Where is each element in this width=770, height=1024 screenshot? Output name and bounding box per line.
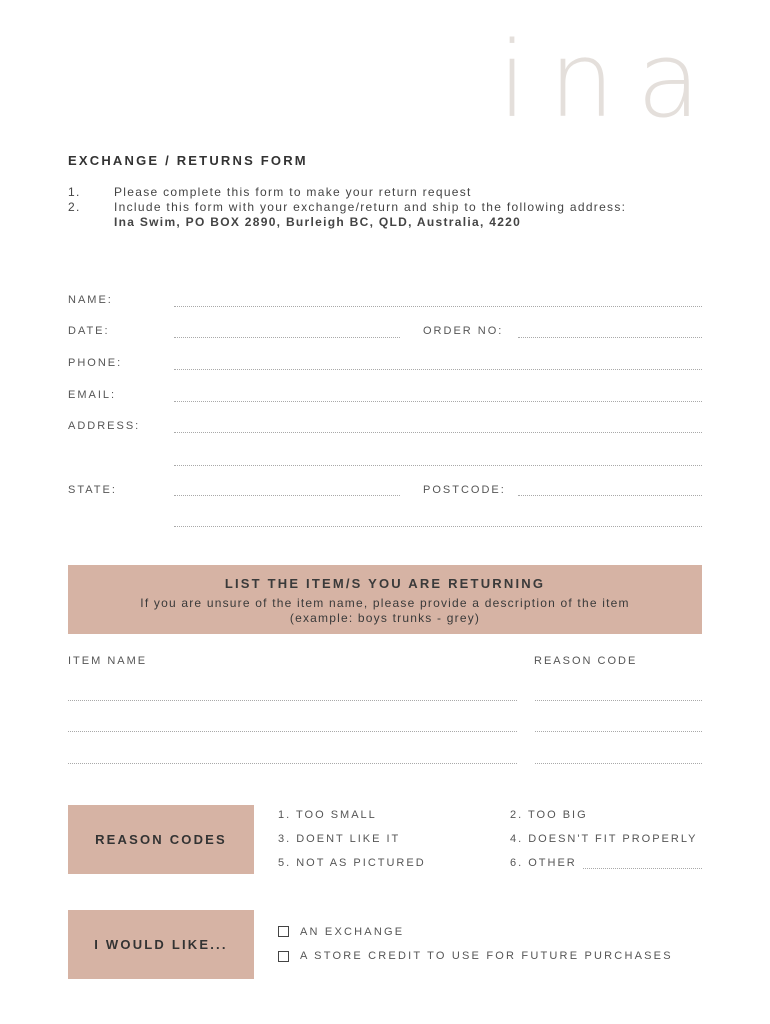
order-no-label: ORDER NO:: [423, 325, 504, 337]
instruction-1: [68, 185, 626, 200]
form-title: EXCHANGE / RETURNS FORM: [68, 153, 308, 168]
instruction-number: 2.: [68, 200, 81, 214]
items-banner-example: (example: boys trunks - grey): [289, 611, 481, 625]
instruction-text: Include this form with your exchange/return and ship to the following address:: [114, 200, 627, 214]
instruction-number: 1.: [68, 185, 81, 199]
reason-code-1: 1. TOO SMALL: [278, 809, 377, 821]
reason-code-field-3[interactable]: [535, 763, 702, 764]
reason-code-6: 6. OTHER: [510, 857, 577, 869]
item-name-field-3[interactable]: [68, 763, 517, 764]
instruction-text: Please complete this form to make your return request: [114, 185, 472, 199]
instruction-2: [68, 200, 626, 215]
item-name-field-1[interactable]: [68, 700, 517, 701]
items-banner-title: LIST THE ITEM/S YOU ARE RETURNING: [224, 576, 546, 591]
reason-codes-box: REASON CODES: [68, 805, 254, 874]
reason-code-2: 2. TOO BIG: [510, 809, 588, 821]
items-banner-subtitle: If you are unsure of the item name, please provide a description of the item: [140, 596, 630, 610]
instructions: [68, 185, 626, 230]
address-field-line-1[interactable]: [174, 432, 702, 433]
would-like-box: I WOULD LIKE...: [68, 910, 254, 979]
store-credit-option-label: A STORE CREDIT TO USE FOR FUTURE PURCHASES: [300, 950, 673, 962]
reason-code-field-2[interactable]: [535, 731, 702, 732]
reason-code-field-1[interactable]: [535, 700, 702, 701]
exchange-checkbox[interactable]: [278, 926, 289, 937]
email-field[interactable]: [174, 401, 702, 402]
item-name-field-2[interactable]: [68, 731, 517, 732]
exchange-option-label: AN EXCHANGE: [300, 926, 405, 938]
reason-code-3: 3. DOENT LIKE IT: [278, 833, 401, 845]
state-label: STATE:: [68, 484, 117, 496]
extra-field-line[interactable]: [174, 526, 702, 527]
date-field[interactable]: [174, 337, 400, 338]
other-reason-field[interactable]: [583, 868, 702, 869]
reason-code-5: 5. NOT AS PICTURED: [278, 857, 426, 869]
state-field[interactable]: [174, 495, 400, 496]
email-label: EMAIL:: [68, 389, 117, 401]
name-field[interactable]: [174, 306, 702, 307]
order-no-field[interactable]: [518, 337, 702, 338]
reason-code-header: REASON CODE: [534, 655, 638, 667]
store-credit-checkbox[interactable]: [278, 951, 289, 962]
items-banner: [68, 565, 702, 634]
item-name-header: ITEM NAME: [68, 655, 148, 667]
date-label: DATE:: [68, 325, 110, 337]
name-label: NAME:: [68, 294, 113, 306]
reason-code-4: 4. DOESN'T FIT PROPERLY: [510, 833, 698, 845]
postcode-label: POSTCODE:: [423, 484, 506, 496]
postcode-field[interactable]: [518, 495, 702, 496]
shipping-address: Ina Swim, PO BOX 2890, Burleigh BC, QLD, Australia, 4220: [114, 215, 522, 229]
brand-logo: ina: [498, 19, 723, 141]
phone-field[interactable]: [174, 369, 702, 370]
phone-label: PHONE:: [68, 357, 123, 369]
address-field-line-2[interactable]: [174, 465, 702, 466]
address-label: ADDRESS:: [68, 420, 141, 432]
